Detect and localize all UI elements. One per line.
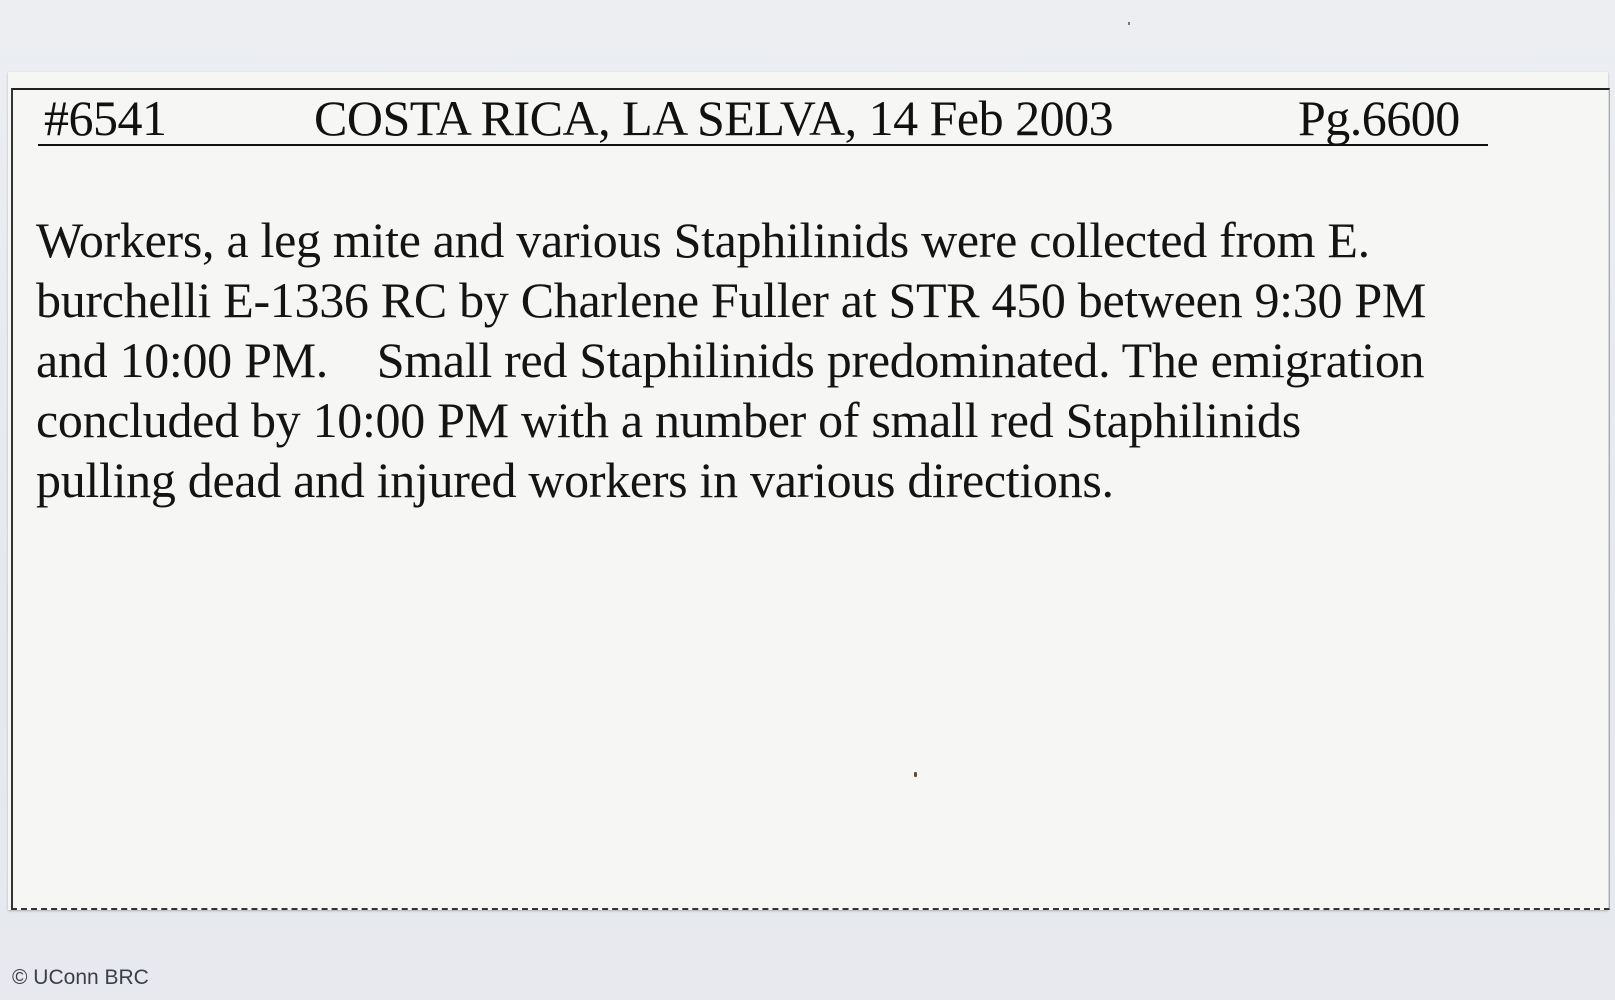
locality-date: COSTA RICA, LA SELVA, 14 Feb 2003 — [314, 90, 1114, 146]
body-line: burchelli E-1336 RC by Charlene Fuller at STR 450 between 9:30 PM — [36, 272, 1427, 328]
header-underline — [38, 144, 1488, 146]
copyright-notice: © UConn BRC — [12, 966, 149, 989]
dust-speck — [1128, 22, 1130, 25]
ink-speck — [914, 772, 917, 777]
catalog-number: #6541 — [44, 90, 167, 146]
body-line: concluded by 10:00 PM with a number of small red Staphilinids — [36, 392, 1301, 448]
page-reference: Pg.6600 — [1298, 90, 1460, 146]
body-line: pulling dead and injured workers in various directions. — [36, 452, 1114, 508]
card-body — [36, 210, 1536, 510]
index-card — [8, 72, 1608, 910]
body-line: and 10:00 PM. Small red Staphilinids predominated. The emigration — [36, 332, 1425, 388]
card-header — [38, 90, 1488, 150]
body-line: Workers, a leg mite and various Staphilinids were collected from E. — [36, 212, 1370, 268]
